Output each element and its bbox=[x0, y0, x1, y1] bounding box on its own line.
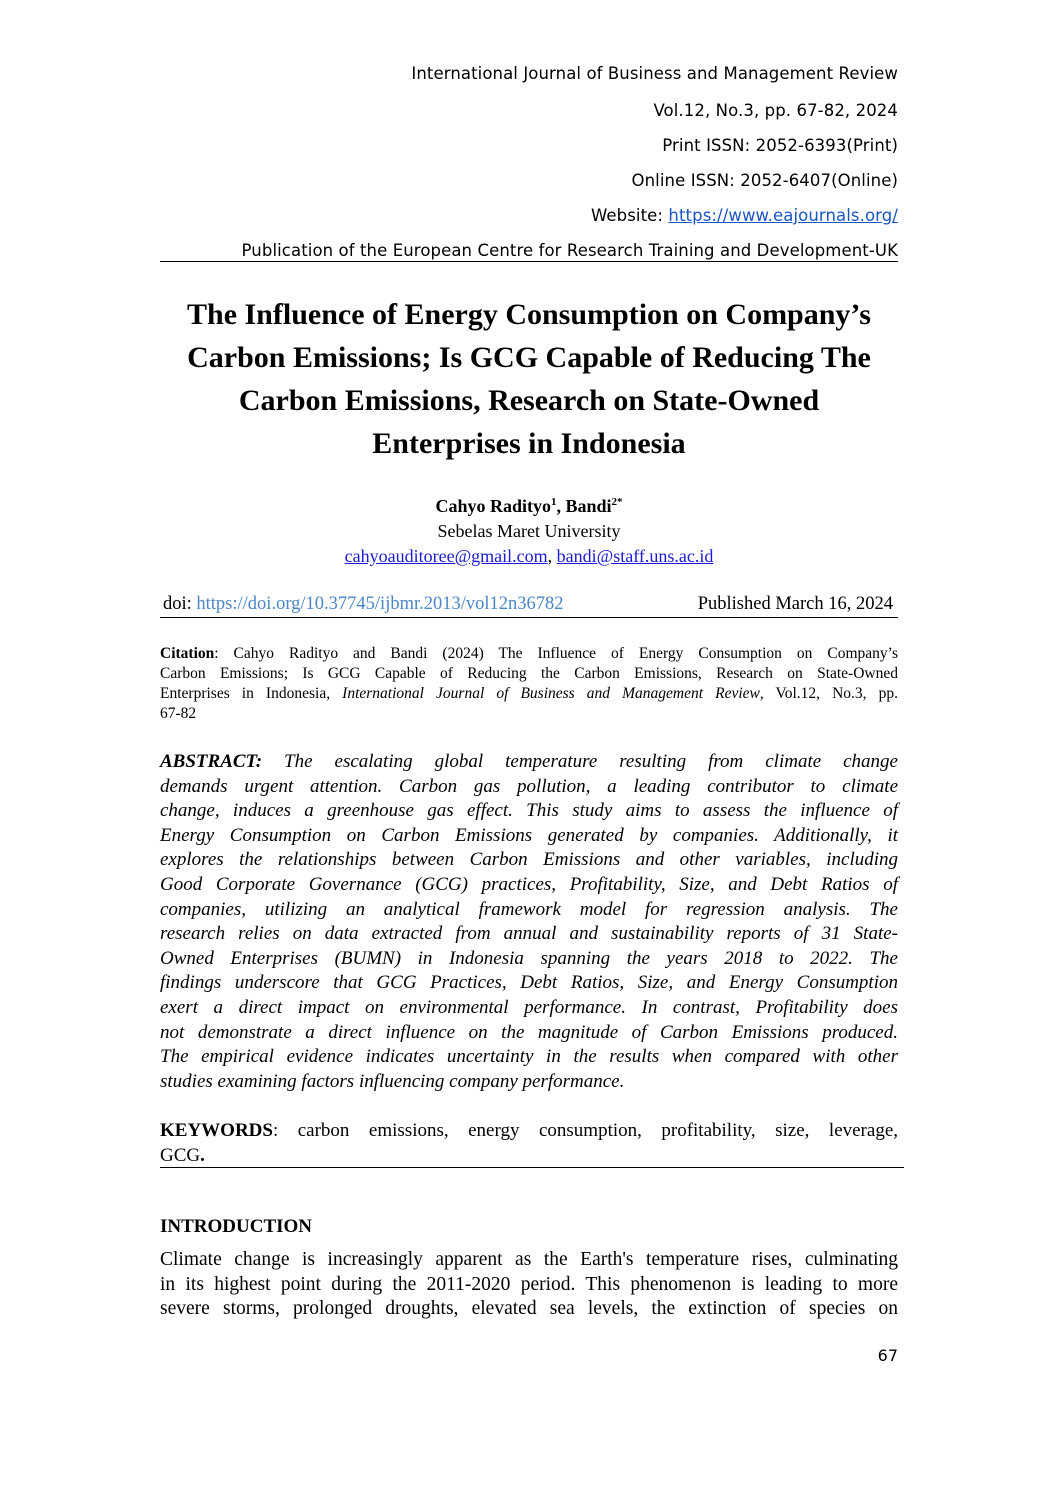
citation-line: 67-82 bbox=[160, 705, 197, 722]
citation-label: Citation bbox=[160, 645, 215, 662]
author-1-affil: 1 bbox=[550, 496, 557, 508]
abstract-line: studies examining factors influencing company performance. bbox=[160, 1070, 625, 1092]
citation-line bbox=[160, 684, 898, 704]
doi-label: doi: bbox=[163, 594, 197, 614]
title-line: Enterprises in Indonesia bbox=[372, 427, 686, 460]
abstract-line: Energy Consumption on Carbon Emissions generated by companies. Additionally, it bbox=[160, 824, 898, 846]
abstract-line: findings underscore that GCG Practices, Debt Ratios, Size, and Energy Consumption bbox=[160, 972, 898, 994]
keywords-end: . bbox=[200, 1144, 205, 1166]
keywords-label: KEYWORDS bbox=[160, 1120, 273, 1141]
introduction-heading: INTRODUCTION bbox=[160, 1216, 313, 1237]
website-link[interactable]: https://www.eajournals.org/ bbox=[668, 206, 898, 225]
publisher-line bbox=[160, 241, 898, 262]
author-2: Bandi bbox=[565, 496, 612, 516]
paper-title bbox=[140, 293, 918, 465]
title-line: The Influence of Energy Consumption on Company’s bbox=[187, 298, 871, 331]
author-emails bbox=[160, 544, 898, 569]
author-2-affil: 2* bbox=[611, 496, 623, 508]
email-separator: , bbox=[547, 546, 557, 566]
author-separator: , bbox=[556, 496, 566, 516]
title-line: Carbon Emissions; Is GCG Capable of Reducing The bbox=[187, 341, 871, 374]
citation-line bbox=[160, 644, 898, 664]
email-link-2[interactable]: bandi@staff.uns.ac.id bbox=[556, 546, 714, 566]
introduction-body bbox=[160, 1248, 898, 1322]
keywords-text: : carbon emissions, energy consumption, profitability, size, leverage, bbox=[272, 1120, 898, 1141]
abstract-line: companies, utilizing an analytical framework model for regression analysis. The bbox=[160, 898, 898, 920]
abstract-line: explores the relationships between Carbon Emissions and other variables, including bbox=[160, 849, 898, 871]
abstract-label: ABSTRACT: bbox=[160, 751, 263, 772]
abstract-text: The escalating global temperature resulting from climate change bbox=[262, 751, 898, 772]
journal-name: International Journal of Business and Management Review bbox=[411, 64, 898, 83]
doi-link[interactable]: https://doi.org/10.37745/ijbmr.2013/vol12n36782 bbox=[196, 594, 564, 614]
abstract-line: research relies on data extracted from annual and sustainability reports of 31 State- bbox=[160, 923, 898, 945]
keywords-block bbox=[160, 1119, 898, 1168]
citation-text: , Vol.12, No.3, pp. bbox=[759, 685, 899, 702]
introduction-line: in its highest point during the 2011-2020 period. This phenomenon is leading to more bbox=[160, 1273, 898, 1295]
section-divider bbox=[160, 1167, 904, 1168]
introduction-line: severe storms, prolonged droughts, elevated sea levels, the extinction of species on bbox=[160, 1298, 898, 1320]
page-number: 67 bbox=[877, 1346, 898, 1365]
author-block bbox=[160, 494, 898, 569]
abstract-line: exert a direct impact on environmental performance. In contrast, Profitability does bbox=[160, 996, 898, 1018]
volume-info: Vol.12, No.3, pp. 67-82, 2024 bbox=[653, 101, 898, 120]
email-link-1[interactable]: cahyoauditoree@gmail.com bbox=[344, 546, 548, 566]
title-line: Carbon Emissions, Research on State-Owned bbox=[238, 384, 820, 417]
website-line bbox=[591, 206, 898, 225]
citation-text: : Cahyo Radityo and Bandi (2024) The Influence of Energy Consumption on Company’s bbox=[214, 645, 898, 662]
citation-block bbox=[160, 644, 898, 724]
print-issn: Print ISSN: 2052-6393(Print) bbox=[662, 136, 898, 155]
abstract-line: Owned Enterprises (BUMN) in Indonesia spanning the years 2018 to 2022. The bbox=[160, 947, 898, 969]
doi-line bbox=[160, 594, 898, 618]
abstract-line: The empirical evidence indicates uncertainty in the results when compared with other bbox=[160, 1046, 898, 1068]
keywords-line bbox=[160, 1144, 898, 1169]
citation-journal: International Journal of Business and Management Review bbox=[342, 685, 760, 702]
abstract-line bbox=[160, 750, 898, 775]
abstract-line: Good Corporate Governance (GCG) practices, Profitability, Size, and Debt Ratios of bbox=[160, 873, 898, 895]
publisher-text: Publication of the European Centre for Research Training and Development-UK bbox=[241, 241, 898, 260]
abstract-line: change, induces a greenhouse gas effect. This study aims to assess the influence of bbox=[160, 800, 898, 822]
online-issn: Online ISSN: 2052-6407(Online) bbox=[631, 171, 898, 190]
introduction-line: Climate change is increasingly apparent as the Earth's temperature rises, culminating bbox=[160, 1249, 898, 1270]
website-label: Website: bbox=[590, 206, 669, 225]
author-names bbox=[160, 494, 898, 519]
published-date: Published March 16, 2024 bbox=[697, 594, 893, 614]
abstract-line: demands urgent attention. Carbon gas pollution, a leading contributor to climate bbox=[160, 775, 898, 797]
keywords-line bbox=[160, 1119, 898, 1144]
keywords-text: GCG bbox=[160, 1144, 201, 1166]
abstract-line: not demonstrate a direct influence on the magnitude of Carbon Emissions produced. bbox=[160, 1021, 898, 1043]
affiliation: Sebelas Maret University bbox=[437, 521, 621, 541]
abstract-block bbox=[160, 750, 898, 1094]
citation-text: Enterprises in Indonesia, bbox=[160, 685, 343, 702]
author-1: Cahyo Radityo bbox=[435, 496, 551, 516]
citation-line: Carbon Emissions; Is GCG Capable of Reducing the Carbon Emissions, Research on State-Owned bbox=[160, 665, 898, 682]
